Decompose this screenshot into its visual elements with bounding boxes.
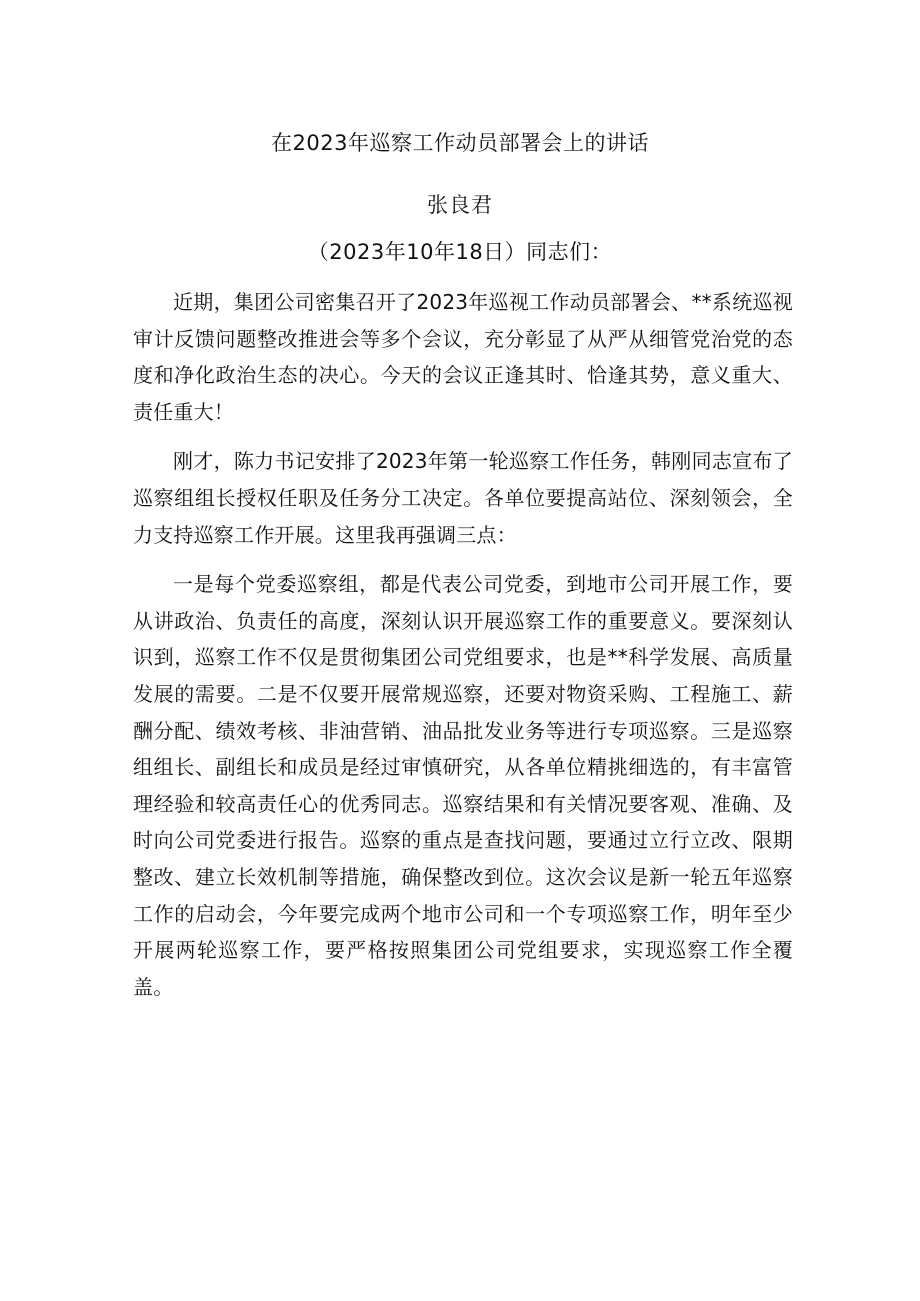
body-paragraph-1: 近期，集团公司密集召开了2023年巡视工作动员部署会、**系统巡视审计反馈问题整改推进会等多个会议，充分彰显了从严从细管党治党的态度和净化政治生态的决心。今天的会议正逢其时、恰逢其势，意义重大、责任重大！ [133,290,793,424]
date-salutation-line: （2023年10年18日）同志们： [307,240,613,264]
document-author: 张良君 [427,193,493,217]
document-body [133,284,793,1005]
body-paragraph-3: 一是每个党委巡察组，都是代表公司党委，到地市公司开展工作，要从讲政治、负责任的高度，深刻认识开展巡察工作的重要意义。要深刻认识到，巡察工作不仅是贯彻集团公司党组要求，也是**科学发展、高质量发展的需要。二是不仅要开展常规巡察，还要对物资采购、工程施工、薪酬分配、绩效考核、非油营销、油品批发业务等进行专项巡察。三是巡察组组长、副组长和成员是经过审慎研究，从各单位精挑细选的，有丰富管理经验和较高责任心的优秀同志。巡察结果和有关情况要客观、准确、及时向公司党委进行报告。巡察的重点是查找问题，要通过立行立改、限期整改、建立长效机制等措施，确保整改到位。这次会议是新一轮五年巡察工作的启动会，今年要完成两个地市公司和一个专项巡察工作，明年至少开展两轮巡察工作，要严格按照集团公司党组要求，实现巡察工作全覆盖。 [133,572,793,999]
body-paragraph-2: 刚才，陈力书记安排了2023年第一轮巡察工作任务，韩刚同志宣布了巡察组组长授权任职及任务分工决定。各单位要提高站位、深刻领会，全力支持巡察工作开展。这里我再强调三点： [133,449,793,547]
document-title: 在2023年巡察工作动员部署会上的讲话 [271,131,649,155]
